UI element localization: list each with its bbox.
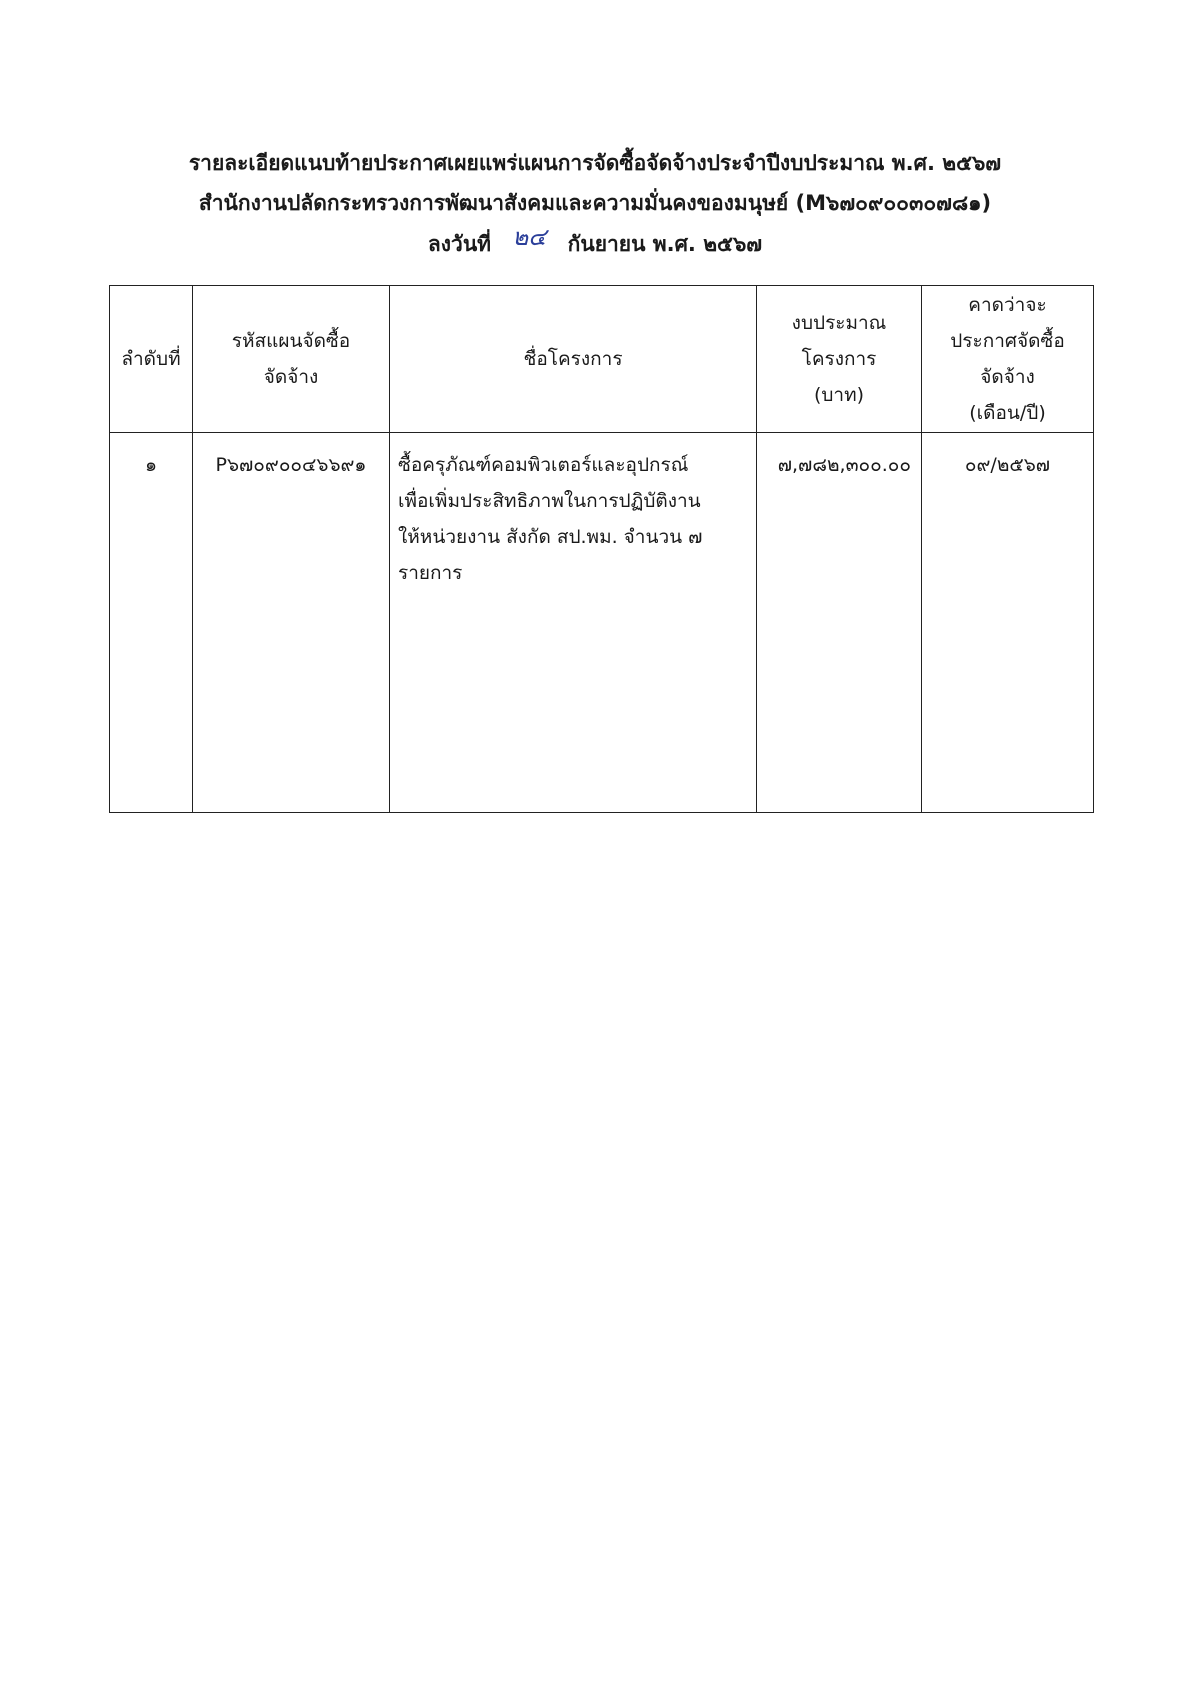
column-header-project-name: ชื่อโครงการ bbox=[390, 286, 757, 433]
handwritten-day: ๒๔ bbox=[512, 223, 547, 251]
column-header-budget: งบประมาณ โครงการ (บาท) bbox=[757, 286, 922, 433]
header-date bbox=[0, 223, 1190, 264]
column-header-plan-code: รหัสแผนจัดซื้อ จัดจ้าง bbox=[193, 286, 390, 433]
cell-no: ๑ bbox=[110, 433, 193, 813]
table-row bbox=[110, 433, 1094, 813]
procurement-plan-table bbox=[109, 285, 1094, 813]
date-prefix: ลงวันที่ bbox=[427, 232, 492, 256]
column-header-expected-date: คาดว่าจะ ประกาศจัดซื้อ จัดจ้าง (เดือน/ปี) bbox=[922, 286, 1094, 433]
table-header-row bbox=[110, 286, 1094, 433]
cell-plan-code: P๖๗๐๙๐๐๔๖๖๙๑ bbox=[193, 433, 390, 813]
cell-budget: ๗,๗๘๒,๓๐๐.๐๐ bbox=[757, 433, 922, 813]
header-agency: สำนักงานปลัดกระทรวงการพัฒนาสังคมและความมั่นคงของมนุษย์ (M๖๗๐๙๐๐๓๐๗๘๑) bbox=[198, 191, 992, 215]
document-header bbox=[0, 143, 1190, 264]
header-title: รายละเอียดแนบท้ายประกาศเผยแพร่แผนการจัดซื้อจัดจ้างประจำปีงบประมาณ พ.ศ. ๒๕๖๗ bbox=[188, 151, 1002, 175]
cell-project-name: ซื้อครุภัณฑ์คอมพิวเตอร์และอุปกรณ์ เพื่อเพิ่มประสิทธิภาพในการปฏิบัติงาน ให้หน่วยงาน สังกัด สป.พม. จำนวน ๗ รายการ bbox=[390, 433, 757, 813]
cell-expected-date: ๐๙/๒๕๖๗ bbox=[922, 433, 1094, 813]
column-header-no: ลำดับที่ bbox=[110, 286, 193, 433]
date-suffix: กันยายน พ.ศ. ๒๕๖๗ bbox=[567, 232, 763, 256]
